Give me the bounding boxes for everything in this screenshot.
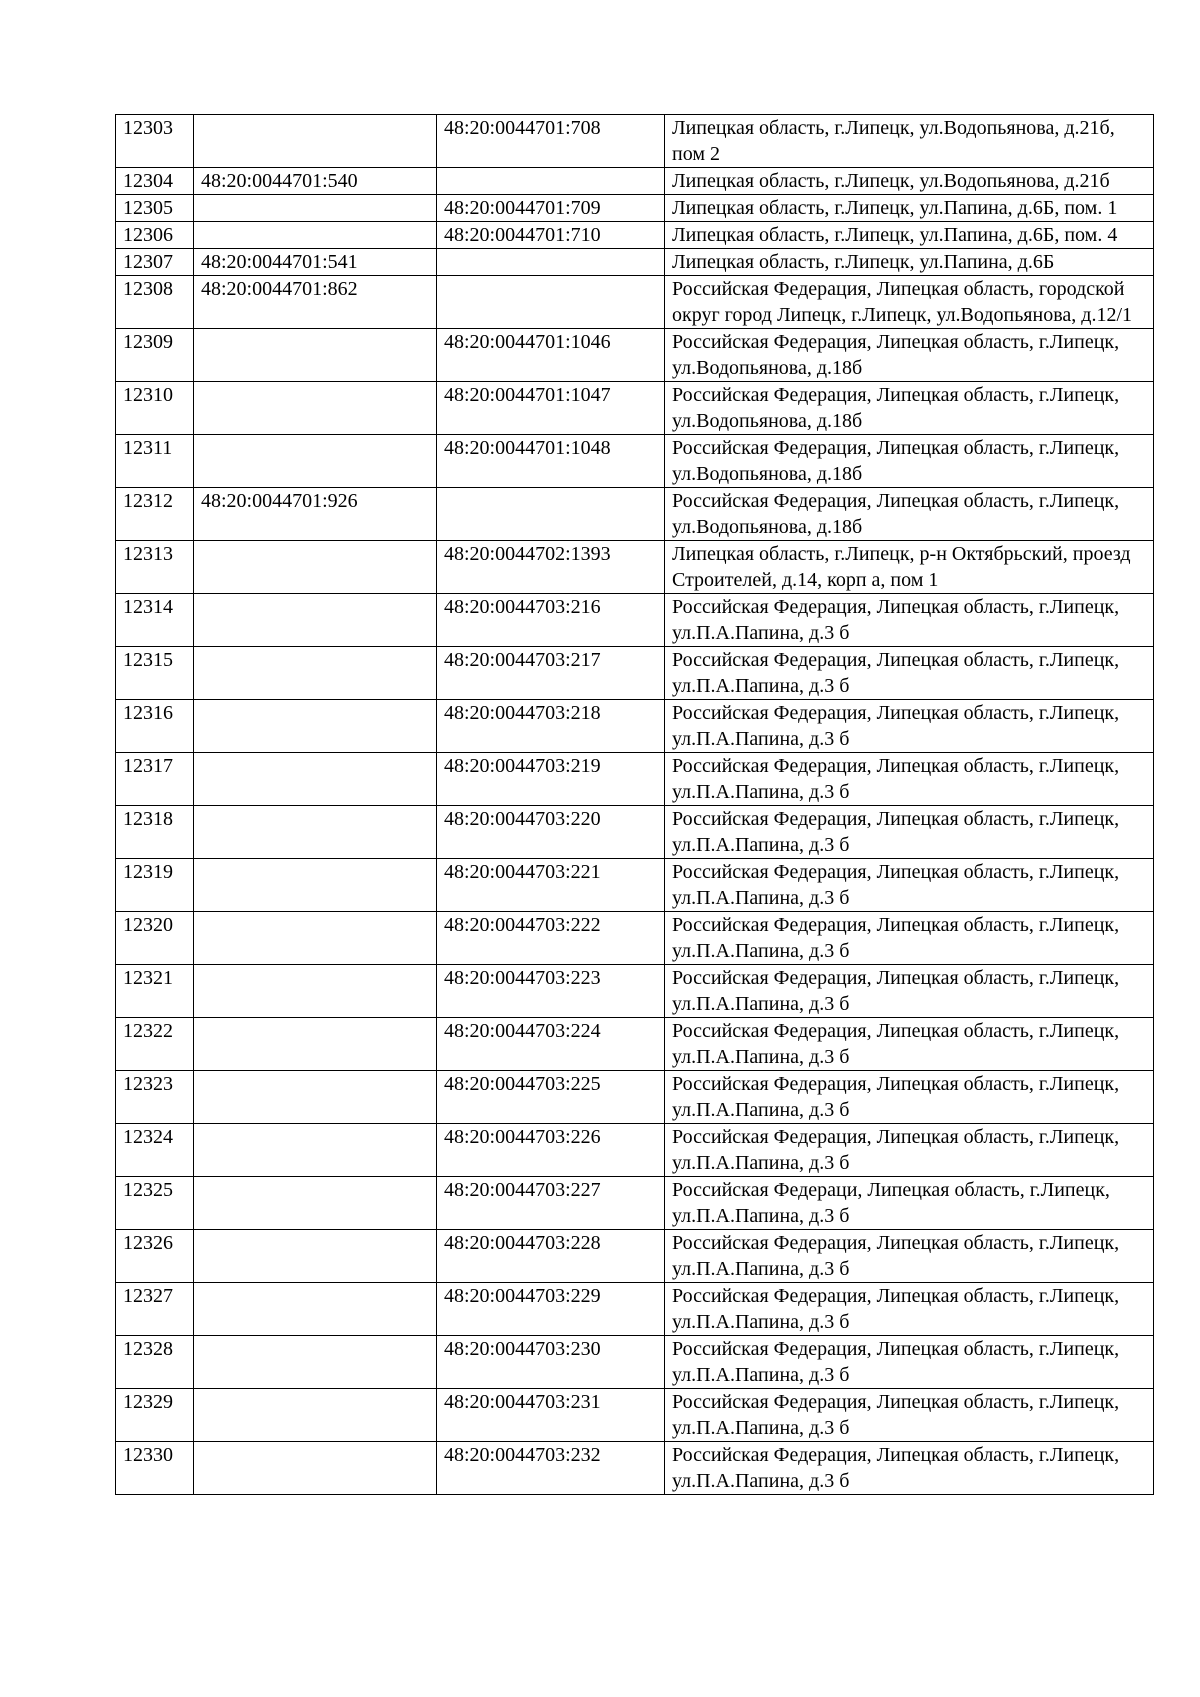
row-number: 12306: [116, 222, 194, 249]
object-cadastral-number: 48:20:0044703:226: [437, 1124, 665, 1177]
land-cadastral-number: [194, 1442, 437, 1495]
row-number: 12322: [116, 1018, 194, 1071]
row-number: 12320: [116, 912, 194, 965]
table-row: [116, 1336, 1154, 1389]
object-cadastral-number: 48:20:0044703:216: [437, 594, 665, 647]
address-cell: Российская Федерация, Липецкая область, г.Липецк, ул.П.А.Папина, д.3 б: [665, 647, 1154, 700]
land-cadastral-number: 48:20:0044701:540: [194, 168, 437, 195]
land-cadastral-number: [194, 1124, 437, 1177]
address-cell: Российская Федерация, Липецкая область, г.Липецк, ул.П.А.Папина, д.3 б: [665, 1336, 1154, 1389]
table-row: [116, 806, 1154, 859]
land-cadastral-number: [194, 806, 437, 859]
object-cadastral-number: 48:20:0044703:221: [437, 859, 665, 912]
row-number: 12315: [116, 647, 194, 700]
table-row: [116, 276, 1154, 329]
table-row: [116, 1230, 1154, 1283]
object-cadastral-number: [437, 276, 665, 329]
address-cell: Российская Федерация, Липецкая область, г.Липецк, ул.Водопьянова, д.18б: [665, 329, 1154, 382]
object-cadastral-number: [437, 249, 665, 276]
object-cadastral-number: 48:20:0044701:710: [437, 222, 665, 249]
object-cadastral-number: 48:20:0044703:225: [437, 1071, 665, 1124]
land-cadastral-number: [194, 912, 437, 965]
row-number: 12304: [116, 168, 194, 195]
row-number: 12313: [116, 541, 194, 594]
registry-table-body: [116, 115, 1154, 1495]
land-cadastral-number: 48:20:0044701:862: [194, 276, 437, 329]
table-row: [116, 912, 1154, 965]
land-cadastral-number: [194, 329, 437, 382]
row-number: 12309: [116, 329, 194, 382]
table-row: [116, 195, 1154, 222]
land-cadastral-number: 48:20:0044701:541: [194, 249, 437, 276]
row-number: 12325: [116, 1177, 194, 1230]
address-cell: Российская Федерация, Липецкая область, г.Липецк, ул.Водопьянова, д.18б: [665, 435, 1154, 488]
object-cadastral-number: 48:20:0044703:218: [437, 700, 665, 753]
row-number: 12328: [116, 1336, 194, 1389]
address-cell: Российская Федерация, Липецкая область, г.Липецк, ул.П.А.Папина, д.3 б: [665, 912, 1154, 965]
table-row: [116, 435, 1154, 488]
row-number: 12326: [116, 1230, 194, 1283]
address-cell: Липецкая область, г.Липецк, ул.Папина, д.6Б: [665, 249, 1154, 276]
land-cadastral-number: [194, 1283, 437, 1336]
land-cadastral-number: [194, 195, 437, 222]
land-cadastral-number: [194, 222, 437, 249]
land-cadastral-number: [194, 594, 437, 647]
address-cell: Российская Федерация, Липецкая область, г.Липецк, ул.П.А.Папина, д.3 б: [665, 1389, 1154, 1442]
table-row: [116, 115, 1154, 168]
table-row: [116, 965, 1154, 1018]
object-cadastral-number: 48:20:0044701:1047: [437, 382, 665, 435]
address-cell: Российская Федерация, Липецкая область, г.Липецк, ул.П.А.Папина, д.3 б: [665, 700, 1154, 753]
address-cell: Российская Федерация, Липецкая область, г.Липецк, ул.Водопьянова, д.18б: [665, 382, 1154, 435]
address-cell: Российская Федерация, Липецкая область, г.Липецк, ул.П.А.Папина, д.3 б: [665, 1283, 1154, 1336]
table-row: [116, 382, 1154, 435]
address-cell: Российская Федерация, Липецкая область, г.Липецк, ул.П.А.Папина, д.3 б: [665, 753, 1154, 806]
object-cadastral-number: [437, 168, 665, 195]
object-cadastral-number: 48:20:0044703:220: [437, 806, 665, 859]
row-number: 12314: [116, 594, 194, 647]
object-cadastral-number: 48:20:0044703:222: [437, 912, 665, 965]
document-page: [115, 114, 1154, 1495]
table-row: [116, 168, 1154, 195]
table-row: [116, 859, 1154, 912]
object-cadastral-number: 48:20:0044701:709: [437, 195, 665, 222]
row-number: 12308: [116, 276, 194, 329]
object-cadastral-number: 48:20:0044701:1048: [437, 435, 665, 488]
table-row: [116, 249, 1154, 276]
object-cadastral-number: 48:20:0044703:229: [437, 1283, 665, 1336]
object-cadastral-number: 48:20:0044703:224: [437, 1018, 665, 1071]
address-cell: Российская Федерация, Липецкая область, г.Липецк, ул.П.А.Папина, д.3 б: [665, 965, 1154, 1018]
address-cell: Российская Федерация, Липецкая область, г.Липецк, ул.П.А.Папина, д.3 б: [665, 806, 1154, 859]
row-number: 12327: [116, 1283, 194, 1336]
row-number: 12316: [116, 700, 194, 753]
address-cell: Российская Федераци, Липецкая область, г.Липецк, ул.П.А.Папина, д.3 б: [665, 1177, 1154, 1230]
land-cadastral-number: [194, 1018, 437, 1071]
table-row: [116, 1389, 1154, 1442]
table-row: [116, 1283, 1154, 1336]
row-number: 12324: [116, 1124, 194, 1177]
object-cadastral-number: 48:20:0044703:232: [437, 1442, 665, 1495]
address-cell: Российская Федерация, Липецкая область, г.Липецк, ул.П.А.Папина, д.3 б: [665, 1442, 1154, 1495]
land-cadastral-number: [194, 859, 437, 912]
address-cell: Липецкая область, г.Липецк, ул.Водопьянова, д.21б, пом 2: [665, 115, 1154, 168]
table-row: [116, 329, 1154, 382]
row-number: 12319: [116, 859, 194, 912]
object-cadastral-number: 48:20:0044703:219: [437, 753, 665, 806]
address-cell: Российская Федерация, Липецкая область, г.Липецк, ул.Водопьянова, д.18б: [665, 488, 1154, 541]
table-row: [116, 1124, 1154, 1177]
object-cadastral-number: 48:20:0044703:228: [437, 1230, 665, 1283]
land-cadastral-number: [194, 647, 437, 700]
address-cell: Российская Федерация, Липецкая область, г.Липецк, ул.П.А.Папина, д.3 б: [665, 859, 1154, 912]
object-cadastral-number: 48:20:0044702:1393: [437, 541, 665, 594]
table-row: [116, 700, 1154, 753]
registry-table: [115, 114, 1154, 1495]
row-number: 12323: [116, 1071, 194, 1124]
table-row: [116, 541, 1154, 594]
row-number: 12305: [116, 195, 194, 222]
table-row: [116, 222, 1154, 249]
object-cadastral-number: 48:20:0044701:1046: [437, 329, 665, 382]
land-cadastral-number: [194, 753, 437, 806]
land-cadastral-number: [194, 115, 437, 168]
row-number: 12321: [116, 965, 194, 1018]
row-number: 12329: [116, 1389, 194, 1442]
land-cadastral-number: [194, 1071, 437, 1124]
address-cell: Липецкая область, г.Липецк, ул.Водопьянова, д.21б: [665, 168, 1154, 195]
land-cadastral-number: [194, 1389, 437, 1442]
address-cell: Липецкая область, г.Липецк, ул.Папина, д.6Б, пом. 4: [665, 222, 1154, 249]
row-number: 12311: [116, 435, 194, 488]
land-cadastral-number: [194, 1336, 437, 1389]
row-number: 12312: [116, 488, 194, 541]
land-cadastral-number: [194, 1230, 437, 1283]
address-cell: Российская Федерация, Липецкая область, г.Липецк, ул.П.А.Папина, д.3 б: [665, 1230, 1154, 1283]
land-cadastral-number: [194, 541, 437, 594]
object-cadastral-number: 48:20:0044703:230: [437, 1336, 665, 1389]
land-cadastral-number: [194, 382, 437, 435]
object-cadastral-number: 48:20:0044703:231: [437, 1389, 665, 1442]
table-row: [116, 753, 1154, 806]
row-number: 12310: [116, 382, 194, 435]
table-row: [116, 1071, 1154, 1124]
table-row: [116, 1442, 1154, 1495]
land-cadastral-number: [194, 435, 437, 488]
row-number: 12318: [116, 806, 194, 859]
object-cadastral-number: [437, 488, 665, 541]
row-number: 12317: [116, 753, 194, 806]
table-row: [116, 647, 1154, 700]
land-cadastral-number: 48:20:0044701:926: [194, 488, 437, 541]
address-cell: Российская Федерация, Липецкая область, г.Липецк, ул.П.А.Папина, д.3 б: [665, 594, 1154, 647]
object-cadastral-number: 48:20:0044703:217: [437, 647, 665, 700]
land-cadastral-number: [194, 700, 437, 753]
row-number: 12303: [116, 115, 194, 168]
object-cadastral-number: 48:20:0044701:708: [437, 115, 665, 168]
land-cadastral-number: [194, 1177, 437, 1230]
address-cell: Российская Федерация, Липецкая область, г.Липецк, ул.П.А.Папина, д.3 б: [665, 1018, 1154, 1071]
address-cell: Российская Федерация, Липецкая область, городской округ город Липецк, г.Липецк, ул.Водопьянова, д.12/1: [665, 276, 1154, 329]
table-row: [116, 594, 1154, 647]
row-number: 12330: [116, 1442, 194, 1495]
table-row: [116, 488, 1154, 541]
table-row: [116, 1018, 1154, 1071]
table-row: [116, 1177, 1154, 1230]
address-cell: Липецкая область, г.Липецк, р-н Октябрьский, проезд Строителей, д.14, корп а, пом 1: [665, 541, 1154, 594]
land-cadastral-number: [194, 965, 437, 1018]
address-cell: Российская Федерация, Липецкая область, г.Липецк, ул.П.А.Папина, д.3 б: [665, 1124, 1154, 1177]
address-cell: Российская Федерация, Липецкая область, г.Липецк, ул.П.А.Папина, д.3 б: [665, 1071, 1154, 1124]
object-cadastral-number: 48:20:0044703:223: [437, 965, 665, 1018]
row-number: 12307: [116, 249, 194, 276]
address-cell: Липецкая область, г.Липецк, ул.Папина, д.6Б, пом. 1: [665, 195, 1154, 222]
object-cadastral-number: 48:20:0044703:227: [437, 1177, 665, 1230]
